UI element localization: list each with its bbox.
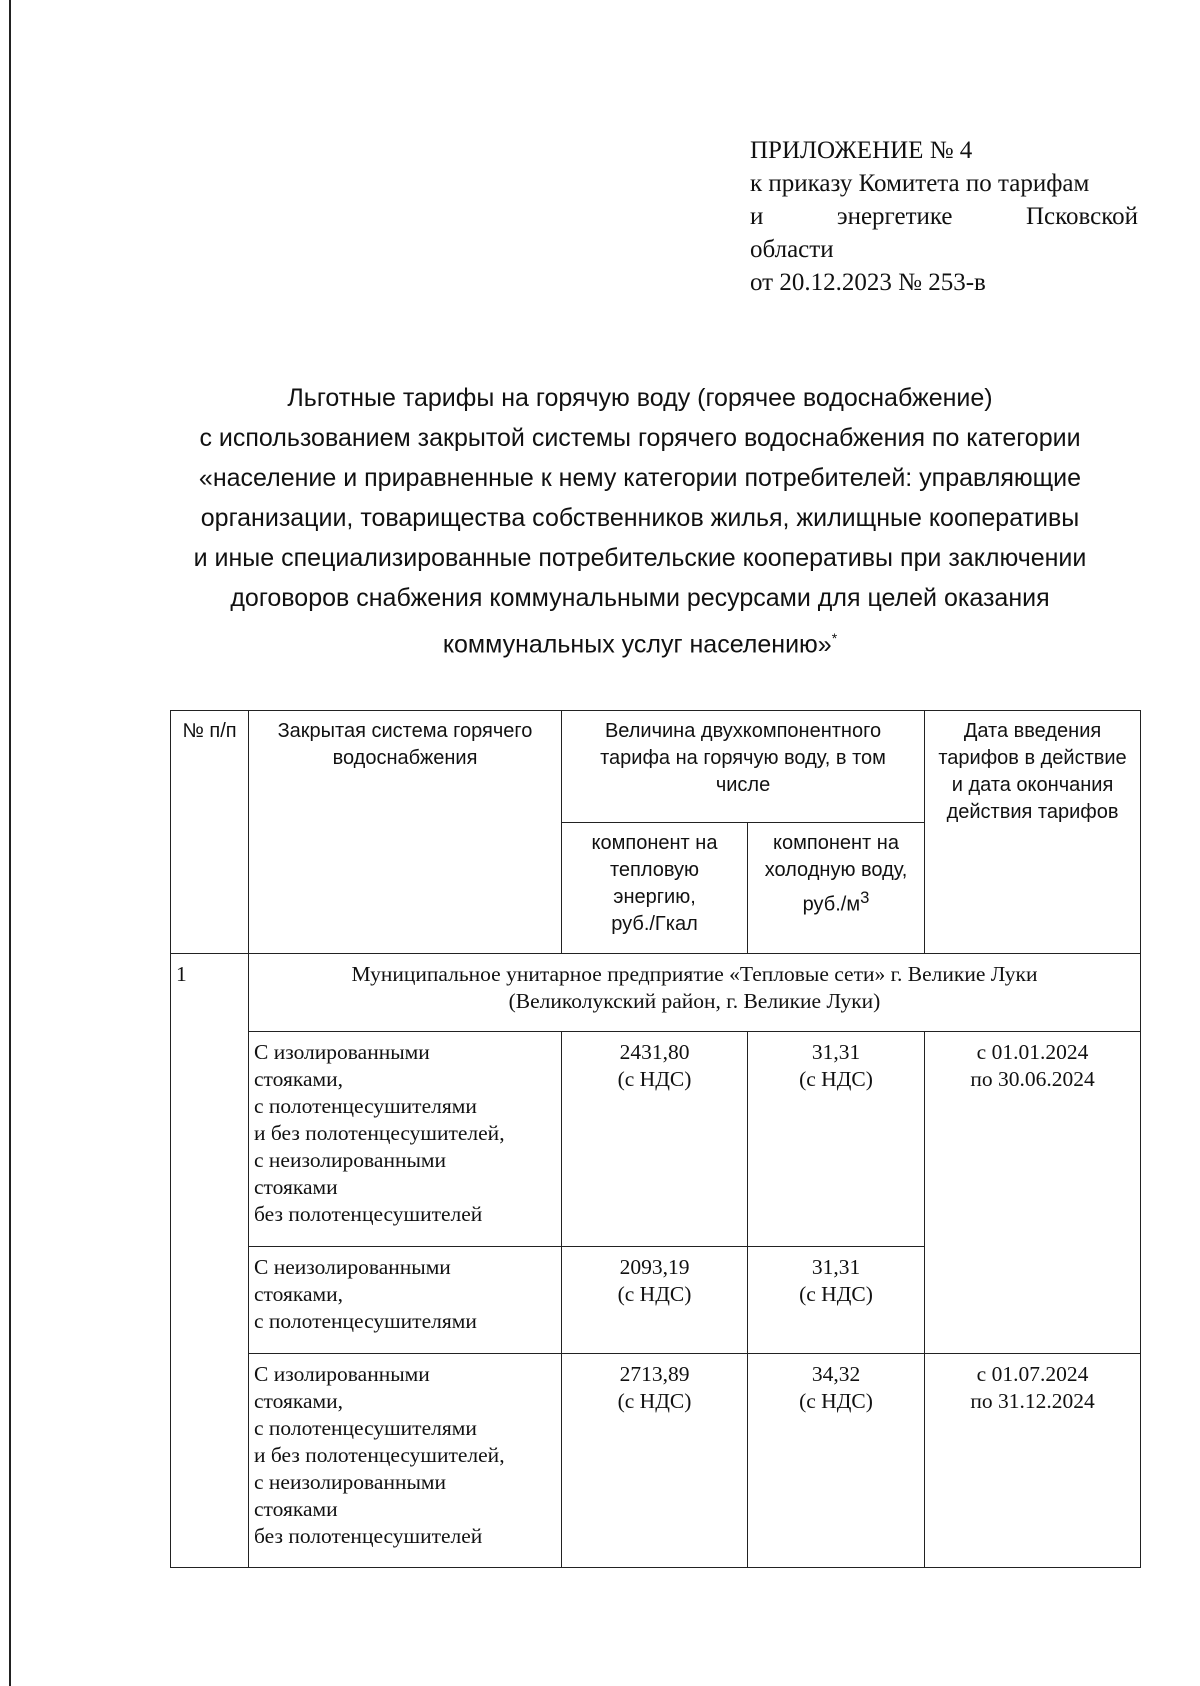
appendix-line-4: от 20.12.2023 № 253-в: [750, 269, 986, 296]
title-last-text: коммунальных услуг населению»: [442, 630, 832, 659]
header-num: № п/п: [171, 711, 249, 954]
footnote-mark: *: [831, 630, 838, 646]
system-description: С изолированными стояками, с полотенцесушителями и без полотенцесушителей, с неизолированными стояками без полотенцесушителей: [249, 1032, 562, 1247]
header-tariff: Величина двухкомпонентного тарифа на горячую воду, в том числе: [562, 711, 925, 823]
table-header-row: [171, 711, 1141, 823]
tariff-table: [170, 710, 1141, 1568]
row-number: 1: [171, 954, 249, 1568]
appendix-header: [750, 134, 1138, 299]
heat-component-value: 2713,89 (с НДС): [562, 1354, 748, 1568]
title-line: с использованием закрытой системы горячего водоснабжения по категории: [199, 424, 1081, 452]
system-description: С изолированными стояками, с полотенцесушителями и без полотенцесушителей, с неизолированными стояками без полотенцесушителей: [249, 1354, 562, 1568]
organization-name: Муниципальное унитарное предприятие «Тепловые сети» г. Великие Луки (Великолукский район, г. Великие Луки): [249, 954, 1141, 1032]
header-dates: Дата введения тарифов в действие и дата окончания действия тарифов: [925, 711, 1141, 954]
heat-component-value: 2431,80 (с НДС): [562, 1032, 748, 1247]
document-title: [160, 378, 1120, 664]
table-row: [171, 1354, 1141, 1568]
cold-component-value: 34,32 (с НДС): [748, 1354, 925, 1568]
header-heat-component: компонент на тепловую энергию, руб./Гкал: [562, 823, 748, 954]
appendix-word: энергетике: [836, 203, 953, 230]
appendix-line-3: области: [750, 236, 834, 263]
validity-period: с 01.07.2024 по 31.12.2024: [925, 1354, 1141, 1568]
cold-component-value: 31,31 (с НДС): [748, 1247, 925, 1354]
appendix-word: Псковской: [1025, 203, 1138, 230]
system-description: С неизолированными стояками, с полотенцесушителями: [249, 1247, 562, 1354]
title-line: и иные специализированные потребительские кооперативы при заключении: [193, 544, 1087, 572]
table-row: [171, 1032, 1141, 1247]
header-cold-component: компонент на холодную воду, $руб./м^3$: [748, 823, 925, 954]
heat-component-value: 2093,19 (с НДС): [562, 1247, 748, 1354]
unit-superscript: 3: [860, 888, 870, 907]
cold-component-value: 31,31 (с НДС): [748, 1032, 925, 1247]
title-line: [160, 618, 1120, 664]
validity-period: с 01.01.2024 по 30.06.2024: [925, 1032, 1141, 1354]
page-edge-line: [9, 0, 11, 1686]
header-system: Закрытая система горячего водоснабжения: [249, 711, 562, 954]
appendix-title: ПРИЛОЖЕНИЕ № 4: [750, 137, 973, 164]
appendix-line-2: [750, 200, 1138, 233]
title-line: «население и приравненные к нему категории потребителей: управляющие: [198, 464, 1082, 492]
appendix-line-1: к приказу Комитета по тарифам: [750, 170, 1090, 197]
table-row: [171, 954, 1141, 1032]
title-line: Льготные тарифы на горячую воду (горячее водоснабжение): [287, 384, 993, 412]
title-line: договоров снабжения коммунальными ресурсами для целей оказания: [230, 584, 1050, 612]
appendix-word: и: [750, 203, 764, 230]
title-line: организации, товарищества собственников жилья, жилищные кооперативы: [200, 504, 1080, 532]
